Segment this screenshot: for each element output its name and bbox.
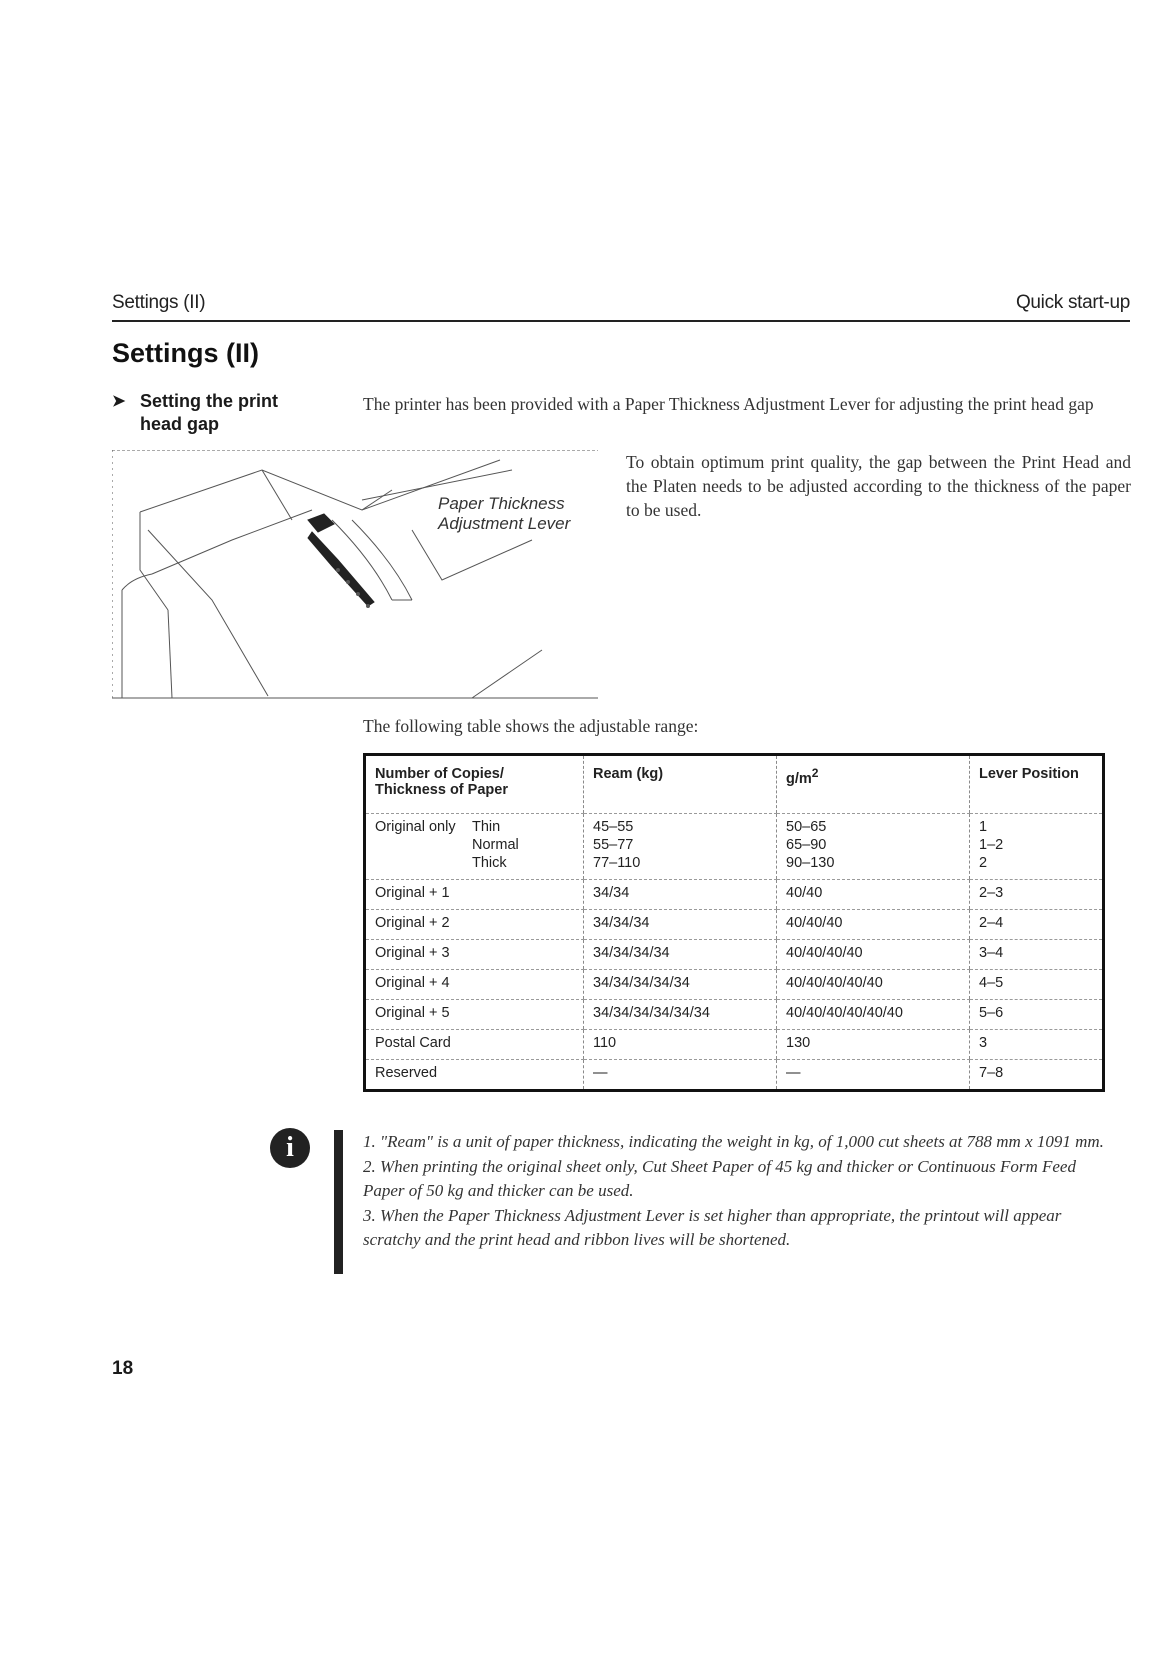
subtype-thick: Thick [472, 855, 507, 871]
cell-ream: 34/34 [584, 880, 777, 910]
cell-ream: 34/34/34/34/34/34 [584, 1000, 777, 1030]
header-copies-line2: Thickness of Paper [375, 782, 508, 798]
ream-normal: 55–77 [593, 837, 634, 853]
table-row [365, 1000, 1104, 1030]
lever-illustration [112, 450, 598, 700]
adjustable-range-table [363, 753, 1105, 1092]
original-only-label: Original only [375, 819, 456, 835]
notes-block [363, 1130, 1108, 1253]
lever-label-line1: Paper Thickness [438, 494, 565, 513]
header-lever: Lever Position [970, 755, 1104, 814]
cell-ream [584, 814, 777, 880]
section-title: Setting the print head gap [140, 391, 278, 434]
table-row [365, 910, 1104, 940]
header-copies-line1: Number of Copies/ [375, 766, 504, 782]
cell-lever: 4–5 [970, 970, 1104, 1000]
gsm-thick: 90–130 [786, 855, 835, 871]
cell-ream: 110 [584, 1030, 777, 1060]
cell-lever: 2–3 [970, 880, 1104, 910]
table-row [365, 940, 1104, 970]
cell-gsm: 40/40/40/40/40 [777, 970, 970, 1000]
printer-diagram [112, 450, 598, 700]
header-copies [365, 755, 584, 814]
table-row [365, 1030, 1104, 1060]
lever-label [438, 494, 570, 534]
note-2: 2. When printing the original sheet only, Cut Sheet Paper of 45 kg and thicker or Continuous Form Feed Paper of 50 kg and thicker can be used. [363, 1156, 1076, 1200]
cell-gsm [777, 814, 970, 880]
page-number: 18 [112, 1358, 134, 1379]
cell-gsm: 130 [777, 1030, 970, 1060]
cell-lever: 7–8 [970, 1060, 1104, 1091]
lever-label-line2: Adjustment Lever [438, 514, 571, 533]
note-1: 1. "Ream" is a unit of paper thickness, indicating the weight in kg, of 1,000 cut sheets at 788 mm x 1091 mm. [363, 1132, 1104, 1151]
lever-normal: 1–2 [979, 837, 1004, 853]
page-title: Settings (II) [112, 338, 259, 368]
subtype-normal: Normal [472, 837, 519, 853]
lever-thick: 2 [979, 855, 988, 871]
cell-label: Original + 3 [365, 940, 584, 970]
notes-bar [334, 1130, 343, 1274]
cell-lever: 5–6 [970, 1000, 1104, 1030]
cell-lever: 3 [970, 1030, 1104, 1060]
quality-paragraph: To obtain optimum print quality, the gap between the Print Head and the Platen needs to be adjusted according to the thickness of the paper to be used. [626, 452, 1131, 520]
cell-lever: 3–4 [970, 940, 1104, 970]
cell-ream: 34/34/34 [584, 910, 777, 940]
running-header-left: Settings (II) [112, 292, 206, 313]
cell-label: Reserved [375, 1065, 438, 1081]
cell-label: Original + 4 [365, 970, 584, 1000]
subtype-thin: Thin [472, 819, 501, 835]
cell-gsm: — [777, 1060, 970, 1091]
running-header-right: Quick start-up [1015, 292, 1130, 313]
cell-gsm: 40/40 [777, 880, 970, 910]
table-intro: The following table shows the adjustable range: [363, 716, 699, 736]
ream-thin: 45–55 [593, 819, 634, 835]
header-rule [112, 320, 1130, 322]
table-row-original-only [365, 814, 1104, 880]
ream-thick: 77–110 [593, 855, 641, 871]
cell-ream: 34/34/34/34 [584, 940, 777, 970]
intro-paragraph: The printer has been provided with a Paper Thickness Adjustment Lever for adjusting the print head gap [363, 394, 1094, 414]
note-3: 3. When the Paper Thickness Adjustment Lever is set higher than appropriate, the printout will appear scratchy and the print head and ribbon lives will be shortened. [363, 1205, 1062, 1249]
header-gsm [777, 755, 970, 814]
cell-gsm: 40/40/40 [777, 910, 970, 940]
cell-ream: — [584, 1060, 777, 1091]
cell-label: Postal Card [365, 1030, 584, 1060]
gsm-normal: 65–90 [786, 837, 827, 853]
table-row [365, 880, 1104, 910]
table-row [365, 970, 1104, 1000]
cell-lever: 2–4 [970, 910, 1104, 940]
cell-lever [970, 814, 1104, 880]
cell-ream: 34/34/34/34/34 [584, 970, 777, 1000]
cell-label: Original + 5 [365, 1000, 584, 1030]
header-gsm-text: g/m [786, 770, 812, 787]
cell-gsm: 40/40/40/40 [777, 940, 970, 970]
cell-original-only [365, 814, 584, 880]
cell-label: Original + 2 [365, 910, 584, 940]
cell-gsm: 40/40/40/40/40/40 [777, 1000, 970, 1030]
header-gsm-sup: 2 [811, 766, 819, 780]
lever-thin: 1 [979, 819, 988, 835]
info-icon: i [270, 1128, 310, 1168]
table-header-row [365, 755, 1104, 814]
arrow-icon: ➤ [112, 393, 126, 410]
table-row [365, 1060, 1104, 1091]
cell-label: Original + 1 [365, 880, 584, 910]
gsm-thin: 50–65 [786, 819, 827, 835]
header-ream: Ream (kg) [584, 755, 777, 814]
